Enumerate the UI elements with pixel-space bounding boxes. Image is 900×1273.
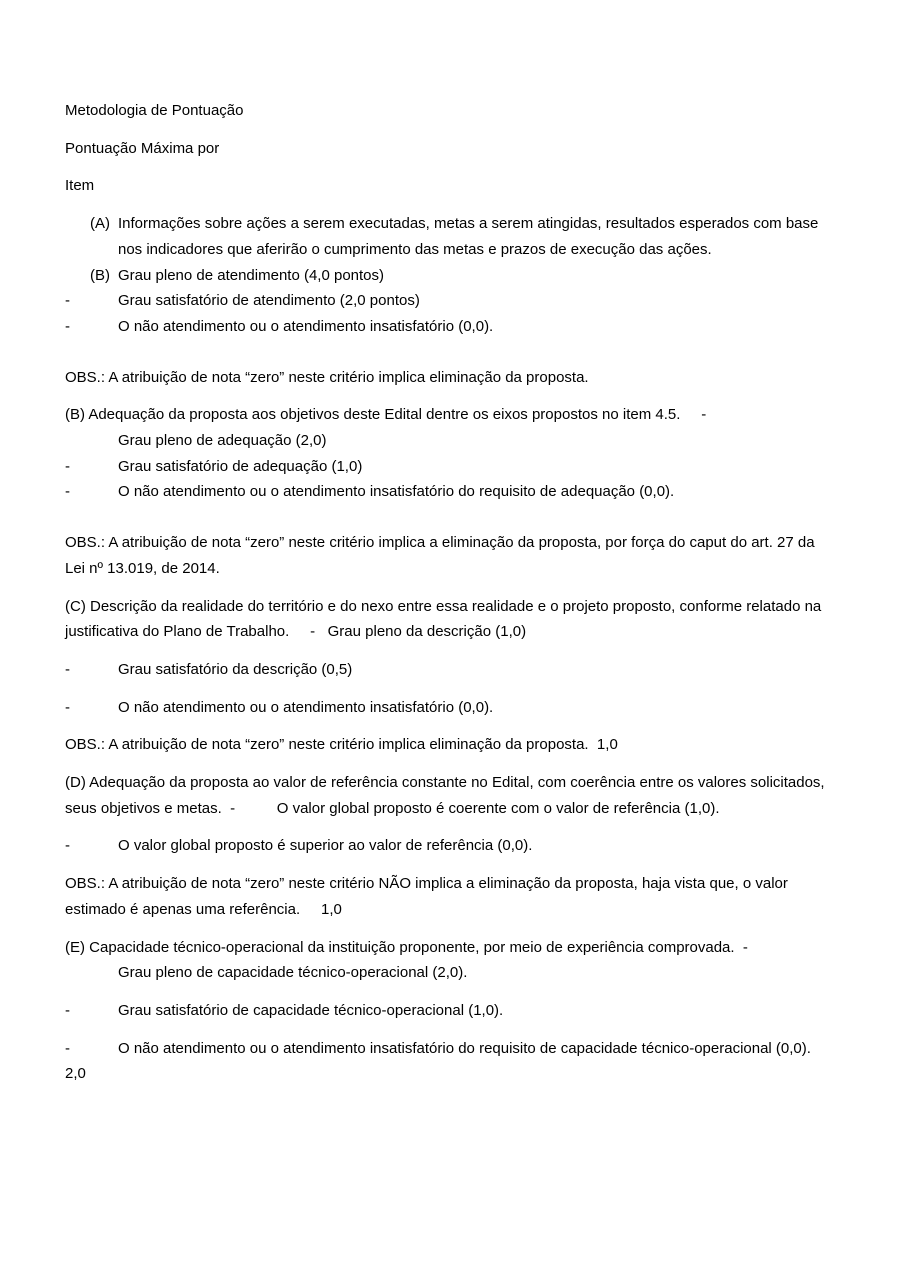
paragraph-text: O não atendimento ou o atendimento insatisfatório (0,0).	[118, 317, 494, 335]
list-marker: -	[65, 1039, 70, 1057]
list-marker: (A)	[90, 215, 110, 233]
list-marker: -	[65, 457, 70, 475]
list-marker: (B)	[90, 266, 110, 284]
paragraph-text: Grau satisfatório de capacidade técnico-operacional (1,0).	[118, 1001, 504, 1019]
paragraph	[65, 402, 835, 428]
paragraph-text: (E) Capacidade técnico-operacional da instituição proponente, por meio de experiência comprovada. -	[65, 938, 748, 956]
paragraph-text: (D) Adequação da proposta ao valor de referência constante no Edital, com coerência entre os valores solicitados, seus objetivos e metas. - O valor global proposto é coerente com o valor de referência (1,0).	[65, 774, 829, 817]
paragraph	[65, 479, 835, 505]
paragraph-text: O não atendimento ou o atendimento insatisfatório do requisito de adequação (0,0).	[118, 483, 675, 501]
paragraph	[65, 657, 835, 683]
paragraph-text: O valor global proposto é superior ao valor de referência (0,0).	[118, 837, 533, 855]
list-marker: -	[65, 1001, 70, 1019]
paragraph	[65, 98, 835, 124]
paragraph	[65, 1036, 835, 1087]
paragraph-text: OBS.: A atribuição de nota “zero” neste critério implica eliminação da proposta. 1,0	[65, 736, 618, 754]
paragraph-text: Grau pleno de capacidade técnico-operacional (2,0).	[118, 964, 468, 982]
paragraph-text: Grau satisfatório de adequação (1,0)	[118, 457, 363, 475]
list-marker: -	[65, 292, 70, 310]
paragraph-text: Grau satisfatório da descrição (0,5)	[118, 660, 353, 678]
paragraph	[65, 365, 835, 391]
list-marker: -	[65, 837, 70, 855]
paragraph	[65, 732, 835, 758]
paragraph	[65, 428, 835, 454]
paragraph	[65, 770, 835, 821]
paragraph-text: Grau pleno de atendimento (4,0 pontos)	[118, 266, 385, 284]
paragraph	[65, 695, 835, 721]
paragraph-text: Grau satisfatório de atendimento (2,0 pontos)	[118, 292, 420, 310]
paragraph-text: Informações sobre ações a serem executadas, metas a serem atingidas, resultados esperados com base nos indicadores que aferirão o cumprimento das metas e prazos de execução das ações.	[118, 215, 823, 258]
paragraph	[65, 314, 835, 340]
paragraph	[65, 454, 835, 480]
paragraph	[65, 136, 835, 162]
paragraph	[65, 833, 835, 859]
list-marker: -	[65, 660, 70, 678]
paragraph	[65, 173, 835, 199]
paragraph	[65, 530, 835, 581]
paragraph-text: Pontuação Máxima por	[65, 139, 220, 157]
paragraph	[65, 263, 835, 289]
list-marker: -	[65, 317, 70, 335]
document-body	[65, 98, 835, 1087]
paragraph-text: Grau pleno de adequação (2,0)	[118, 432, 327, 450]
list-marker: -	[65, 483, 70, 501]
paragraph	[65, 960, 835, 986]
paragraph	[65, 935, 835, 961]
paragraph-text: (B) Adequação da proposta aos objetivos deste Edital dentre os eixos propostos no item 4.5. -	[65, 406, 707, 424]
paragraph	[65, 288, 835, 314]
paragraph-text: O não atendimento ou o atendimento insatisfatório (0,0).	[118, 698, 494, 716]
paragraph-text: (C) Descrição da realidade do território e do nexo entre essa realidade e o projeto proposto, conforme relatado na justificativa do Plano de Trabalho. - Grau pleno da descrição (1,0)	[65, 597, 826, 641]
paragraph	[65, 211, 835, 262]
paragraph-text: Metodologia de Pontuação	[65, 102, 244, 119]
paragraph	[65, 998, 835, 1024]
paragraph-text: OBS.: A atribuição de nota “zero” neste critério implica a eliminação da proposta, por força do caput do art. 27 da Lei nº 13.019, de 2014.	[65, 534, 819, 577]
list-marker: -	[65, 698, 70, 716]
paragraph	[65, 871, 835, 922]
paragraph-text: O não atendimento ou o atendimento insatisfatório do requisito de capacidade técnico-operacional (0,0). 2,0	[65, 1039, 836, 1083]
paragraph-text: OBS.: A atribuição de nota “zero” neste critério implica eliminação da proposta.	[65, 368, 589, 386]
paragraph-text: Item	[65, 177, 95, 195]
paragraph	[65, 594, 835, 645]
paragraph-text: OBS.: A atribuição de nota “zero” neste critério NÃO implica a eliminação da proposta, haja vista que, o valor estimado é apenas uma referência. 1,0	[65, 875, 793, 918]
